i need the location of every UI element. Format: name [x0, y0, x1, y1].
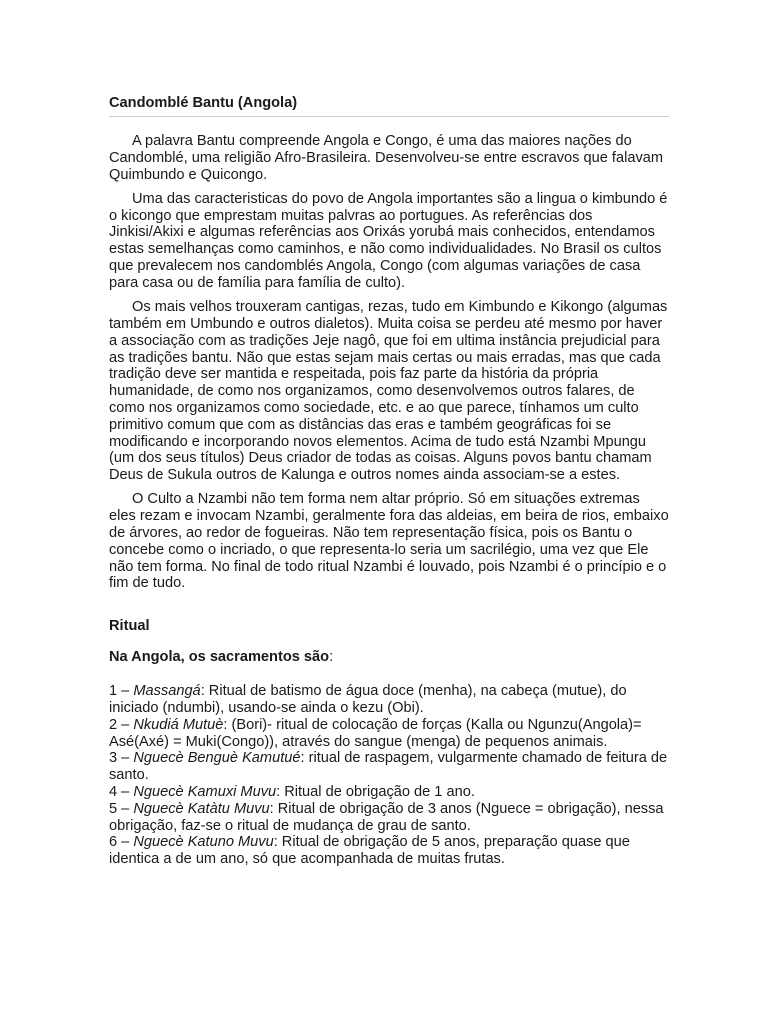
list-item-term: Massangá: [133, 683, 201, 700]
list-item-term: Nguecè Benguè Kamutué: [133, 750, 301, 767]
list-item-text: : Ritual de obrigação de 5 anos, preparação quase que identica a de um ano, só que acompanhada de muitas frutas.: [109, 834, 630, 868]
list-item-prefix: 6 –: [109, 834, 134, 851]
list-item: [109, 717, 669, 751]
list-item-text: : (Bori)- ritual de colocação de forças (Kalla ou Ngunzu(Angola)= Asé(Axé) = Muki(Congo)), através do sangue (menga) de pequenos animais.: [109, 716, 642, 750]
list-item-text: : Ritual de obrigação de 1 ano.: [276, 784, 475, 800]
section-heading-ritual: Ritual: [109, 618, 150, 635]
document-page: [109, 95, 669, 868]
paragraph: Os mais velhos trouxeram cantigas, rezas, tudo em Kimbundo e Kikongo (algumas também em Umbundo e outros dialetos). Muita coisa se perdeu até mesmo por haver a associação com as tradições Jeje nagô, que foi em ultima instância prejudicial para as tradições bantu. Não que estas sejam mais certas ou mais erradas, mas que cada tradição deve ser mantida e respeitada, pois faz parte da história da própria humanidade, de como nos organizamos, como desenvolvemos outros falares, de como nos organizamos como sociedade, etc. e ao que parece, tínhamos um culto primitivo comum que com as distâncias das eras e também geográficas foi se modificando e incorporando novos elementos. Acima de tudo está Nzambi Mpungu (um dos seus títulos) Deus criador de todas as coisas. Alguns povos bantu chamam Deus de Sukula outros de Kalunga e outros nomes ainda associam-se a estes.: [109, 299, 668, 484]
list-item-term: Nkudiá Mutuè: [133, 716, 224, 733]
list-item: [109, 801, 669, 835]
list-item-prefix: 1 –: [109, 683, 134, 700]
list-item-prefix: 5 –: [109, 800, 134, 817]
paragraph: A palavra Bantu compreende Angola e Congo, é uma das maiores nações do Candomblé, uma religião Afro-Brasileira. Desenvolveu-se entre escravos que falavam Quimbundo e Quicongo.: [109, 133, 664, 183]
list-item: [109, 784, 669, 801]
document-title: Candomblé Bantu (Angola): [109, 95, 298, 111]
sacraments-subheading-label: Na Angola, os sacramentos são: [109, 649, 330, 666]
list-item-text: : Ritual de batismo de água doce (menha), na cabeça (mutue), do iniciado (ndumbi), usando-se ainda o kezu (Obi).: [109, 683, 627, 717]
list-item-prefix: 2 –: [109, 716, 134, 733]
sacraments-subheading-colon: :: [329, 649, 334, 666]
list-item-term: Nguecè Katàtu Muvu: [133, 800, 270, 817]
list-item-prefix: 3 –: [109, 750, 134, 767]
list-item: [109, 834, 669, 868]
list-item-term: Nguecè Kamuxi Muvu: [133, 784, 277, 800]
title-divider: [109, 116, 669, 117]
list-item-text: : ritual de raspagem, vulgarmente chamado de feitura de santo.: [109, 750, 668, 784]
sacraments-subheading: [109, 649, 669, 666]
list-item-term: Nguecè Katuno Muvu: [133, 834, 274, 851]
list-item-prefix: 4 –: [109, 784, 134, 800]
list-item-text: : Ritual de obrigação de 3 anos (Nguece = obrigação), nessa obrigação, faz-se o ritual de mudança de grau de santo.: [109, 800, 664, 834]
paragraph: Uma das caracteristicas do povo de Angola importantes são a lingua o kimbundo é o kicongo que emprestam muitas palvras ao portugues. As referências dos Jinkisi/Akixi e algumas referências aos Orixás yorubá mais conhecidos, entendamos estas semelhanças como caminhos, e não como individualidades. No Brasil os cultos que prevalecem nos candomblés Angola, Congo (com algumas variações de casa para casa ou de família para família de culto).: [109, 190, 668, 291]
list-item: [109, 683, 669, 717]
paragraph: O Culto a Nzambi não tem forma nem altar próprio. Só em situações extremas eles rezam e invocam Nzambi, geralmente fora das aldeias, em beira de rios, embaixo de árvores, ao redor de fogueiras. Não tem representação física, pois os Bantu o concebe como o incriado, o que representa-lo seria um sacrilégio, uma vez que Ele não tem forma. No final de todo ritual Nzambi é louvado, pois Nzambi é o princípio e o fim de tudo.: [109, 491, 669, 592]
sacraments-list: [109, 683, 669, 868]
list-item: [109, 750, 669, 784]
